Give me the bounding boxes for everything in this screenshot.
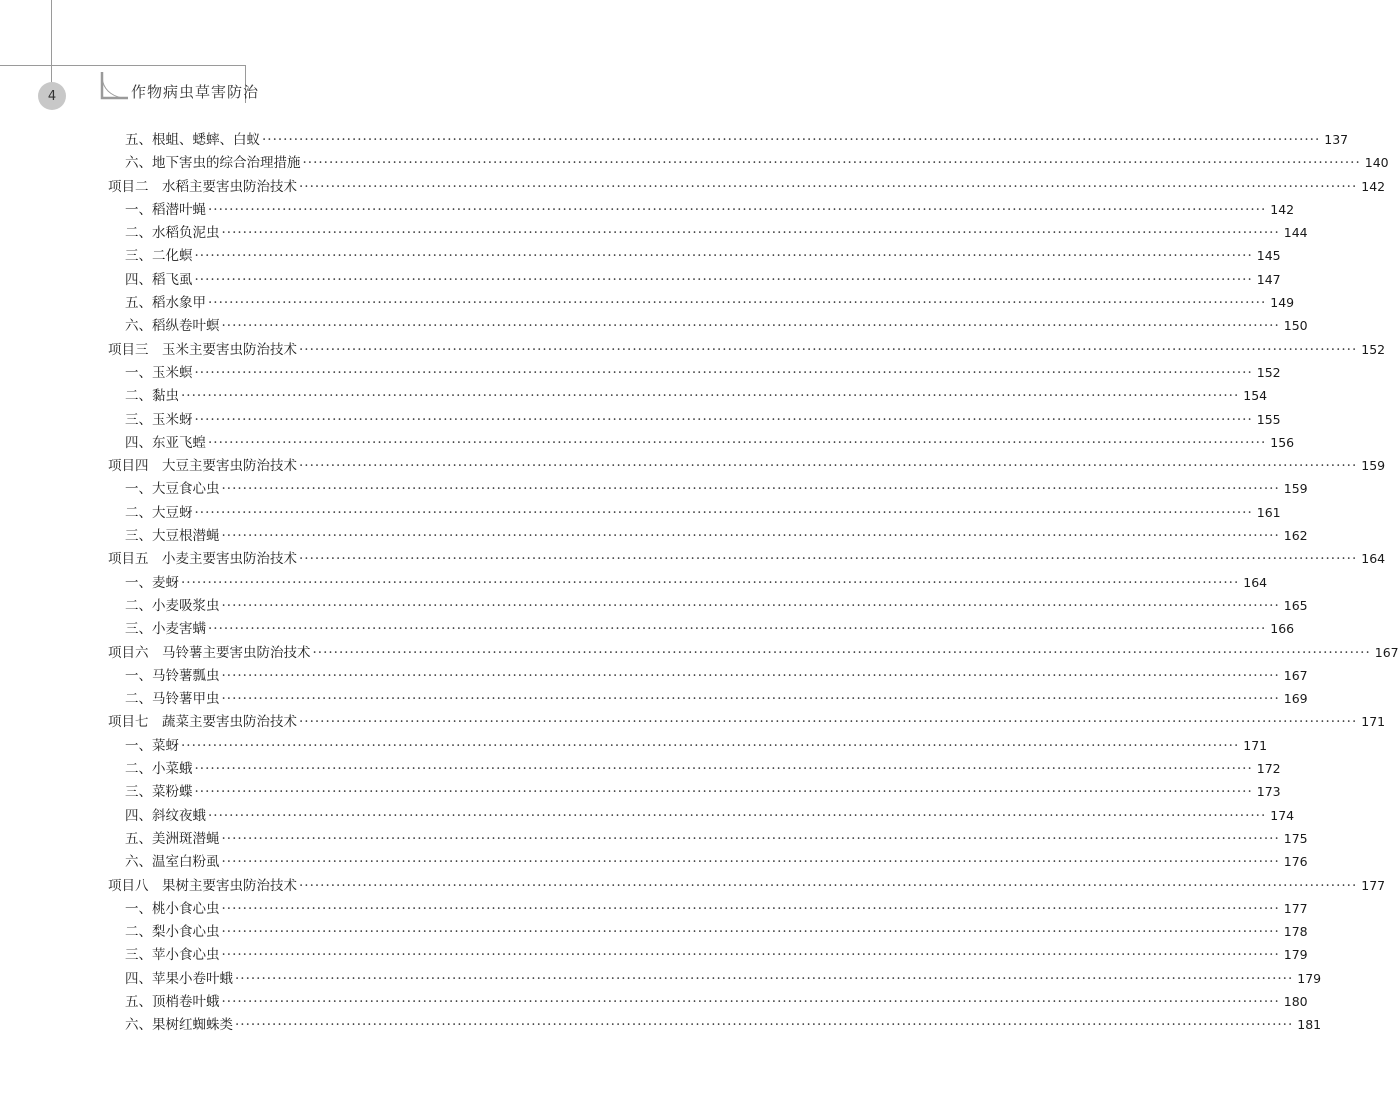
toc-page-number: 142	[1270, 201, 1295, 217]
toc-leader-dots: ········································································································································································································	[262, 132, 1321, 148]
toc-entry-label: 一、大豆食心虫	[125, 481, 220, 498]
page-number-badge: 4	[38, 82, 66, 110]
toc-entry-label: 二、大豆蚜	[125, 504, 193, 521]
header-rule-horizontal	[0, 65, 246, 66]
toc-entry-label: 三、二化螟	[125, 248, 193, 265]
toc-leader-dots: ········································································································································································································	[221, 900, 1280, 917]
toc-entry-label: 三、大豆根潜蝇	[125, 528, 220, 545]
toc-leader-dots: ········································································································································································································	[235, 1017, 1294, 1034]
toc-page-number: 150	[1283, 318, 1308, 334]
toc-page-number: 147	[1256, 271, 1281, 287]
toc-entry-label: 五、稻水象甲	[125, 295, 206, 312]
toc-entry-row[interactable]	[108, 571, 1268, 594]
toc-entry-row[interactable]	[108, 780, 1281, 803]
toc-page-number: 181	[1297, 1017, 1322, 1033]
toc-entry-row[interactable]	[108, 757, 1281, 780]
toc-page-number: 165	[1283, 597, 1308, 613]
toc-page-number: 172	[1256, 761, 1281, 777]
toc-leader-dots: ········································································································································································································	[194, 784, 1253, 801]
toc-entry-row[interactable]	[108, 408, 1281, 431]
toc-page-number: 177	[1361, 877, 1386, 893]
toc-page-number: 142	[1361, 178, 1386, 194]
toc-page-number: 164	[1361, 551, 1386, 567]
toc-leader-dots: ········································································································································································································	[299, 551, 1358, 568]
toc-page-number: 149	[1270, 295, 1295, 311]
toc-entry-row[interactable]	[108, 221, 1308, 244]
toc-entry-row[interactable]	[108, 501, 1281, 524]
toc-leader-dots: ········································································································································································································	[221, 667, 1280, 684]
toc-leader-dots: ········································································································································································································	[299, 714, 1358, 731]
toc-entry-label: 四、斜纹夜蛾	[125, 807, 206, 824]
toc-page-number: 145	[1256, 248, 1281, 264]
toc-entry-label: 项目三 玉米主要害虫防治技术	[108, 341, 297, 358]
toc-entry-row[interactable]	[108, 361, 1281, 384]
toc-page-number: 175	[1283, 830, 1308, 846]
toc-entry-label: 一、麦蚜	[125, 574, 179, 591]
toc-leader-dots: ········································································································································································································	[221, 924, 1280, 941]
toc-leader-dots: ········································································································································································································	[221, 691, 1280, 708]
toc-entry-row[interactable]	[108, 664, 1308, 687]
toc-entry-label: 二、梨小食心虫	[125, 924, 220, 941]
toc-entry-row[interactable]	[108, 477, 1308, 500]
toc-entry-row[interactable]	[108, 827, 1308, 850]
toc-leader-dots: ········································································································································································································	[181, 574, 1240, 591]
toc-page-number: 162	[1283, 528, 1308, 544]
toc-leader-dots: ········································································································································································································	[299, 178, 1358, 195]
toc-entry-label: 三、玉米蚜	[125, 411, 193, 428]
toc-leader-dots: ········································································································································································································	[208, 295, 1267, 312]
toc-leader-dots: ········································································································································································································	[208, 201, 1267, 218]
toc-entry-label: 二、黏虫	[125, 388, 179, 405]
toc-leader-dots: ········································································································································································································	[221, 481, 1280, 498]
toc-page-number: 152	[1361, 341, 1386, 357]
toc-section-row[interactable]	[108, 641, 1399, 664]
toc-entry-row[interactable]	[108, 198, 1295, 221]
toc-entry-label: 项目二 水稻主要害虫防治技术	[108, 178, 297, 195]
toc-page-number: 159	[1283, 481, 1308, 497]
toc-entry-label: 六、果树红蜘蛛类	[125, 1017, 233, 1034]
toc-leader-dots: ········································································································································································································	[221, 318, 1280, 335]
toc-entry-row[interactable]	[108, 687, 1308, 710]
toc-entry-row[interactable]	[108, 128, 1349, 151]
toc-entry-label: 项目四 大豆主要害虫防治技术	[108, 458, 297, 475]
toc-leader-dots: ········································································································································································································	[181, 388, 1240, 405]
toc-leader-dots: ········································································································································································································	[208, 434, 1267, 451]
corner-ornament-icon	[100, 70, 130, 100]
toc-entry-label: 一、菜蚜	[125, 737, 179, 754]
table-of-contents	[108, 128, 1399, 1037]
toc-entry-row[interactable]	[108, 594, 1308, 617]
toc-page-number: 155	[1256, 411, 1281, 427]
toc-leader-dots: ········································································································································································································	[221, 597, 1280, 614]
toc-page-number: 177	[1283, 900, 1308, 916]
toc-entry-row[interactable]	[108, 314, 1308, 337]
toc-entry-row[interactable]	[108, 920, 1308, 943]
toc-entry-row[interactable]	[108, 1013, 1322, 1036]
toc-entry-row[interactable]	[108, 268, 1281, 291]
toc-page-number: 171	[1361, 714, 1386, 730]
toc-page-number: 164	[1243, 574, 1268, 590]
toc-page-number: 167	[1283, 667, 1308, 683]
toc-page-number: 161	[1256, 504, 1281, 520]
toc-page-number: 169	[1283, 691, 1308, 707]
toc-leader-dots: ········································································································································································································	[221, 528, 1280, 545]
toc-section-row[interactable]	[108, 710, 1386, 733]
toc-entry-label: 一、玉米螟	[125, 364, 193, 381]
toc-leader-dots: ········································································································································································································	[208, 621, 1267, 638]
toc-page-number: 180	[1283, 993, 1308, 1009]
toc-page-number: 179	[1297, 970, 1322, 986]
toc-section-row[interactable]	[108, 175, 1386, 198]
toc-page-number: 154	[1243, 388, 1268, 404]
toc-page-number: 174	[1270, 807, 1295, 823]
toc-page-number: 152	[1256, 364, 1281, 380]
toc-leader-dots: ········································································································································································································	[235, 970, 1294, 987]
toc-page-number: 167	[1374, 644, 1399, 660]
toc-entry-label: 三、苹小食心虫	[125, 947, 220, 964]
toc-leader-dots: ········································································································································································································	[194, 271, 1253, 288]
toc-entry-label: 三、菜粉蝶	[125, 784, 193, 801]
toc-page-number: 166	[1270, 621, 1295, 637]
toc-page-number: 173	[1256, 784, 1281, 800]
toc-leader-dots: ········································································································································································································	[299, 341, 1358, 358]
toc-entry-label: 五、美洲斑潜蝇	[125, 830, 220, 847]
toc-entry-row[interactable]	[108, 804, 1295, 827]
toc-entry-label: 二、马铃薯甲虫	[125, 691, 220, 708]
toc-entry-label: 六、地下害虫的综合治理措施	[125, 155, 301, 172]
toc-leader-dots: ········································································································································································································	[194, 411, 1253, 428]
toc-page-number: 156	[1270, 434, 1295, 450]
toc-entry-label: 项目八 果树主要害虫防治技术	[108, 877, 297, 894]
toc-entry-label: 五、顶梢卷叶蛾	[125, 993, 220, 1010]
toc-leader-dots: ········································································································································································································	[194, 761, 1253, 778]
toc-entry-row[interactable]	[108, 990, 1308, 1013]
toc-entry-label: 一、稻潜叶蝇	[125, 201, 206, 218]
toc-leader-dots: ········································································································································································································	[221, 225, 1280, 242]
toc-leader-dots: ········································································································································································································	[194, 364, 1253, 381]
toc-entry-label: 六、温室白粉虱	[125, 854, 220, 871]
toc-leader-dots: ········································································································································································································	[302, 155, 1361, 172]
toc-entry-row[interactable]	[108, 384, 1268, 407]
toc-page-number: 144	[1283, 225, 1308, 241]
toc-entry-row[interactable]	[108, 734, 1268, 757]
book-title: 作物病虫草害防治	[131, 83, 260, 101]
toc-page-number: 176	[1283, 854, 1308, 870]
toc-entry-label: 项目五 小麦主要害虫防治技术	[108, 551, 297, 568]
toc-leader-dots: ········································································································································································································	[194, 248, 1253, 265]
toc-entry-row[interactable]	[108, 897, 1308, 920]
toc-entry-row[interactable]	[108, 244, 1281, 267]
toc-entry-label: 四、稻飞虱	[125, 271, 193, 288]
toc-page-number: 178	[1283, 924, 1308, 940]
toc-entry-row[interactable]	[108, 291, 1295, 314]
toc-leader-dots: ········································································································································································································	[299, 877, 1358, 894]
toc-page-number: 171	[1243, 737, 1268, 753]
toc-leader-dots: ········································································································································································································	[221, 993, 1280, 1010]
toc-leader-dots: ········································································································································································································	[312, 644, 1371, 661]
toc-section-row[interactable]	[108, 874, 1386, 897]
toc-page-number: 159	[1361, 458, 1386, 474]
toc-entry-label: 四、东亚飞蝗	[125, 434, 206, 451]
toc-entry-label: 四、苹果小卷叶蛾	[125, 970, 233, 987]
toc-entry-label: 五、根蛆、蟋蟀、白蚁	[125, 132, 260, 148]
toc-section-row[interactable]	[108, 338, 1386, 361]
toc-leader-dots: ········································································································································································································	[221, 854, 1280, 871]
toc-page-number: 137	[1324, 132, 1349, 147]
toc-entry-label: 六、稻纵卷叶螟	[125, 318, 220, 335]
toc-entry-row[interactable]	[108, 151, 1389, 174]
toc-leader-dots: ········································································································································································································	[208, 807, 1267, 824]
toc-section-row[interactable]	[108, 454, 1386, 477]
toc-leader-dots: ········································································································································································································	[221, 830, 1280, 847]
toc-entry-row[interactable]	[108, 967, 1322, 990]
toc-leader-dots: ········································································································································································································	[299, 458, 1358, 475]
toc-entry-label: 二、小菜蛾	[125, 761, 193, 778]
toc-entry-label: 三、小麦害螨	[125, 621, 206, 638]
toc-entry-label: 一、桃小食心虫	[125, 900, 220, 917]
toc-entry-label: 二、水稻负泥虫	[125, 225, 220, 242]
toc-entry-label: 一、马铃薯瓢虫	[125, 667, 220, 684]
toc-entry-row[interactable]	[108, 617, 1295, 640]
toc-leader-dots: ········································································································································································································	[194, 504, 1253, 521]
toc-entry-row[interactable]	[108, 850, 1308, 873]
toc-page-number: 179	[1283, 947, 1308, 963]
toc-leader-dots: ········································································································································································································	[181, 737, 1240, 754]
toc-entry-row[interactable]	[108, 524, 1308, 547]
toc-entry-label: 二、小麦吸浆虫	[125, 597, 220, 614]
toc-page-number: 140	[1364, 155, 1389, 171]
toc-entry-row[interactable]	[108, 943, 1308, 966]
toc-leader-dots: ········································································································································································································	[221, 947, 1280, 964]
toc-entry-label: 项目六 马铃薯主要害虫防治技术	[108, 644, 311, 661]
toc-section-row[interactable]	[108, 547, 1386, 570]
toc-entry-label: 项目七 蔬菜主要害虫防治技术	[108, 714, 297, 731]
toc-entry-row[interactable]	[108, 431, 1295, 454]
